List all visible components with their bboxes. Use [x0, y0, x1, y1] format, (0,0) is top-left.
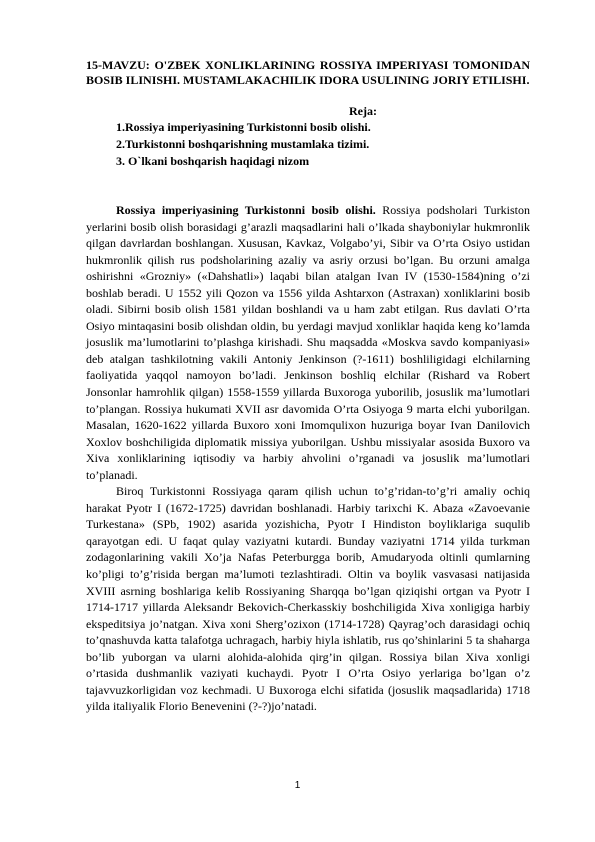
plan-item: 2.Turkistonni boshqarishning mustamlaka tizimi.: [116, 137, 370, 151]
document-title: 15-MAVZU: O'ZBEK XONLIKLARINING ROSSIYA IMPERIYASI TOMONIDAN BOSIB ILINISHI. MUSTAMLAKACHILIK IDORA USULINING JORIY ETILISHI.: [86, 58, 530, 87]
body-text: [86, 202, 530, 715]
paragraph-1-heading: Rossiya imperiyasining Turkistonni bosib olishi.: [116, 203, 376, 217]
paragraph-1-text: Rossiya podsholari Turkiston yerlarini bosib olish borasidagi g’arazli maqsadlarini hali o’lkada shayboniylar hukmronlik qilgan davrlardan boshlangan. Xususan, Kavkaz, Volgabo’yi, Sibir va O’rta Osiyo ustidan hukmronlik qilish rus podsholarining azaliy va asriy orzusi bo’lgan. Bu orzuni amalga oshirishni «Grozniy» («Dahshatli») laqabi bilan atalgan Ivan IV (1530-1584)ning o’zi boshlab beradi. U 1552 yili Qozon va 1556 yilda Ashtarxon (Astraxan) xonliklarini bosib oladi. Sibirni bosib olish 1581 yildan boshlandi va u ham zabt etilgan. Rus davlati O’rta Osiyo mintaqasini bosib olishdan oldin, bu yerdagi mavjud xonliklar haqida keng ko’lamda josuslik ma’lumotlarini to’plashga kirishadi. Shu maqsadda «Moskva savdo kompaniyasi» deb atalgan tashkilotning vakili Antoniy Jenkinson (?-1611) boshliligidagi elchilarning faoliyatida yaqqol namoyon bo’ladi. Jenkinson boshliq elchilar (Rishard va Robert Jonsonlar hamrohlik qilgan) 1558-1559 yillarda Buxoroga yuborilib, josuslik ma’lumotlari to’plangan. Rossiya hukumati XVII asr davomida O’rta Osiyoga 9 marta elchi yuborilgan. Masalan, 1620-1622 yillarda Buxoro xoni Imomqulixon huzuriga boyar Ivan Danilovich Xoxlov boshchiligida diplomatik missiya yuborilgan. Ushbu missiyalar asosida Buxoro va Xiva xonliklarining iqtisodiy va harbiy ahvolini o’rganadi va josuslik ma’lumotlari to’planadi.: [86, 203, 530, 482]
plan-list: [86, 119, 530, 170]
paragraph-2: Biroq Turkistonni Rossiyaga qaram qilish uchun to’g’ridan-to’g’ri amaliy ochiq harakat Pyotr I (1672-1725) davridan boshlanadi. Harbiy tarixchi K. Abaza «Zavoevanie Turkestana» (SPb, 1902) asarida yozishicha, Pyotr I Hindiston boyliklariga suqulib qarayotgan edi. U faqat qulay vaziyatni kutardi. Bunday vaziyatni 1714 yilda turkman zodagonlarining vakili Xo’ja Nafas Peterburgga borib, Amudaryoda oltinli qumlarning ko’pligi to’g’risida bergan ma’lumoti tezlashtiradi. Oltin va boylik vasvasasi natijasida XVIII asrning boshlariga kelib Rossiyaning Sharqqa bo’lgan qiziqishi ortgan va Pyotr I 1714-1717 yillarda Aleksandr Bekovich-Cherkasskiy boshchiligida Xiva xonligiga harbiy ekspeditsiya jo’natgan. Xiva xoni Sherg’ozixon (1714-1728) Qayrag’och darasidagi ochiq to’qnashuvda katta talafotga uchragach, harbiy hiyla ishlatib, rus qo’shinlarini 5 ta shaharga bo’lib yuborgan va ularni alohida-alohida qirg’in qilgan. Rossiya bilan Xiva xonligi o’rtasida dushmanlik vaziyati kuchaydi. Pyotr I O’rta Osiyo yerlariga bo’lgan o’z tajavvuzkorligidan voz kechmadi. U Buxoroga elchi sifatida (josuslik maqsadlarida) 1718 yilda italiyalik Florio Benevenini (?-?)jo’natadi.: [86, 484, 530, 714]
page-number: 1: [294, 780, 301, 791]
plan-heading: Reja:: [349, 104, 377, 118]
paragraph-1: [86, 202, 530, 483]
document-page: [86, 58, 530, 715]
plan-item: 1.Rossiya imperiyasining Turkistonni bosib olishi.: [116, 120, 371, 134]
plan-item: 3. O`lkani boshqarish haqidagi nizom: [116, 154, 310, 168]
